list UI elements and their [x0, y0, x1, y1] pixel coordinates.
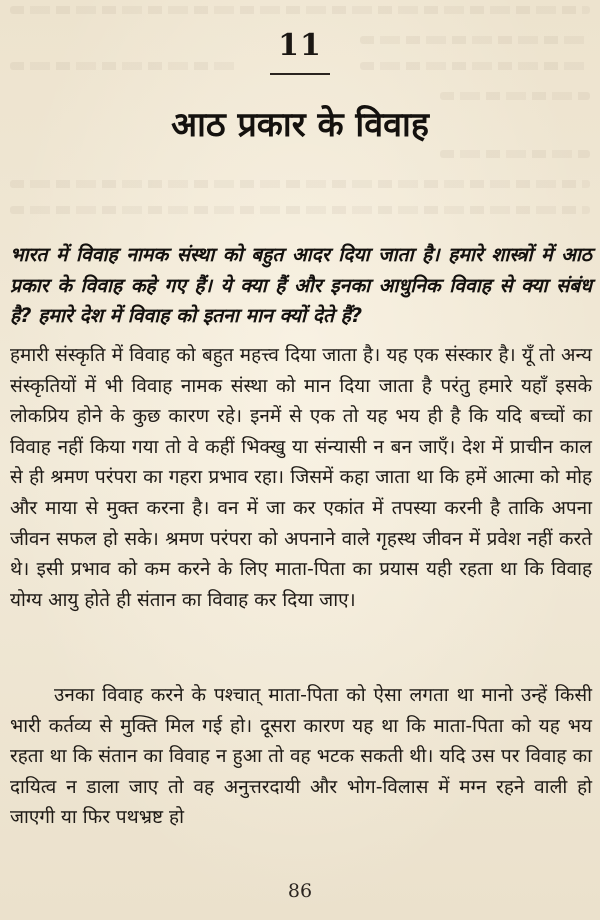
bleed-through-line — [360, 62, 590, 70]
chapter-number: 11 — [278, 28, 322, 63]
bleed-through-line — [440, 150, 590, 158]
body-paragraph-1: हमारी संस्कृति में विवाह को बहुत महत्त्व दिया जाता है। यह एक संस्कार है। यूँ तो अन्य संस्कृतियों में भी विवाह नामक संस्था को मान दिया जाता है परंतु हमारे यहाँ इसके लोकप्रिय होने के कुछ कारण रहे। इनमें से एक तो यह भय ही है कि यदि बच्चों का विवाह नहीं किया गया तो वे कहीं भिक्खु या संन्यासी न बन जाएँ। देश में प्राचीन काल से ही श्रमण परंपरा का गहरा प्रभाव रहा। जिसमें कहा जाता था कि हमें आत्मा को मोह और माया से मुक्त करना है। वन में जा कर एकांत में तपस्या करनी है ताकि अपना जीवन सफल हो सके। श्रमण परंपरा को अपनाने वाले गृहस्थ जीवन में प्रवेश नहीं करते थे। इसी प्रभाव को कम करने के लिए माता-पिता का प्रयास यही रहता था कि विवाह योग्य आयु होते ही संतान का विवाह कर दिया जाए। — [10, 344, 592, 611]
page-number: 86 — [287, 880, 313, 902]
intro-question: भारत में विवाह नामक संस्था को बहुत आदर दिया जाता है। हमारे शास्त्रों में आठ प्रकार के विवाह कहे गए हैं। ये क्या हैं और इनका आधुनिक विवाह से क्या संबंध है? हमारे देश में विवाह को इतना मान क्यों देते हैं? — [10, 243, 592, 327]
bleed-through-line — [440, 92, 590, 100]
chapter-title: आठ प्रकार के विवाह — [171, 105, 429, 145]
body-paragraph-2: उनका विवाह करने के पश्चात् माता-पिता को ऐसा लगता था मानो उन्हें किसी भारी कर्तव्य से मुक्ति मिल गई हो। दूसरा कारण यह था कि माता-पिता को यह भय रहता था कि संतान का विवाह न हुआ तो वह भटक सकती थी। यदि उस पर विवाह का दायित्व न डाला जाए तो वह अनुत्तरदायी और भोग-विलास में मग्न रहने वाली हो जाएगी या फिर पथभ्रष्ट हो — [10, 684, 592, 829]
chapter-number-underline — [270, 73, 330, 75]
bleed-through-line — [10, 180, 590, 188]
bleed-through-line — [10, 62, 240, 70]
bleed-through-line — [10, 6, 590, 14]
bleed-through-line — [10, 206, 590, 214]
